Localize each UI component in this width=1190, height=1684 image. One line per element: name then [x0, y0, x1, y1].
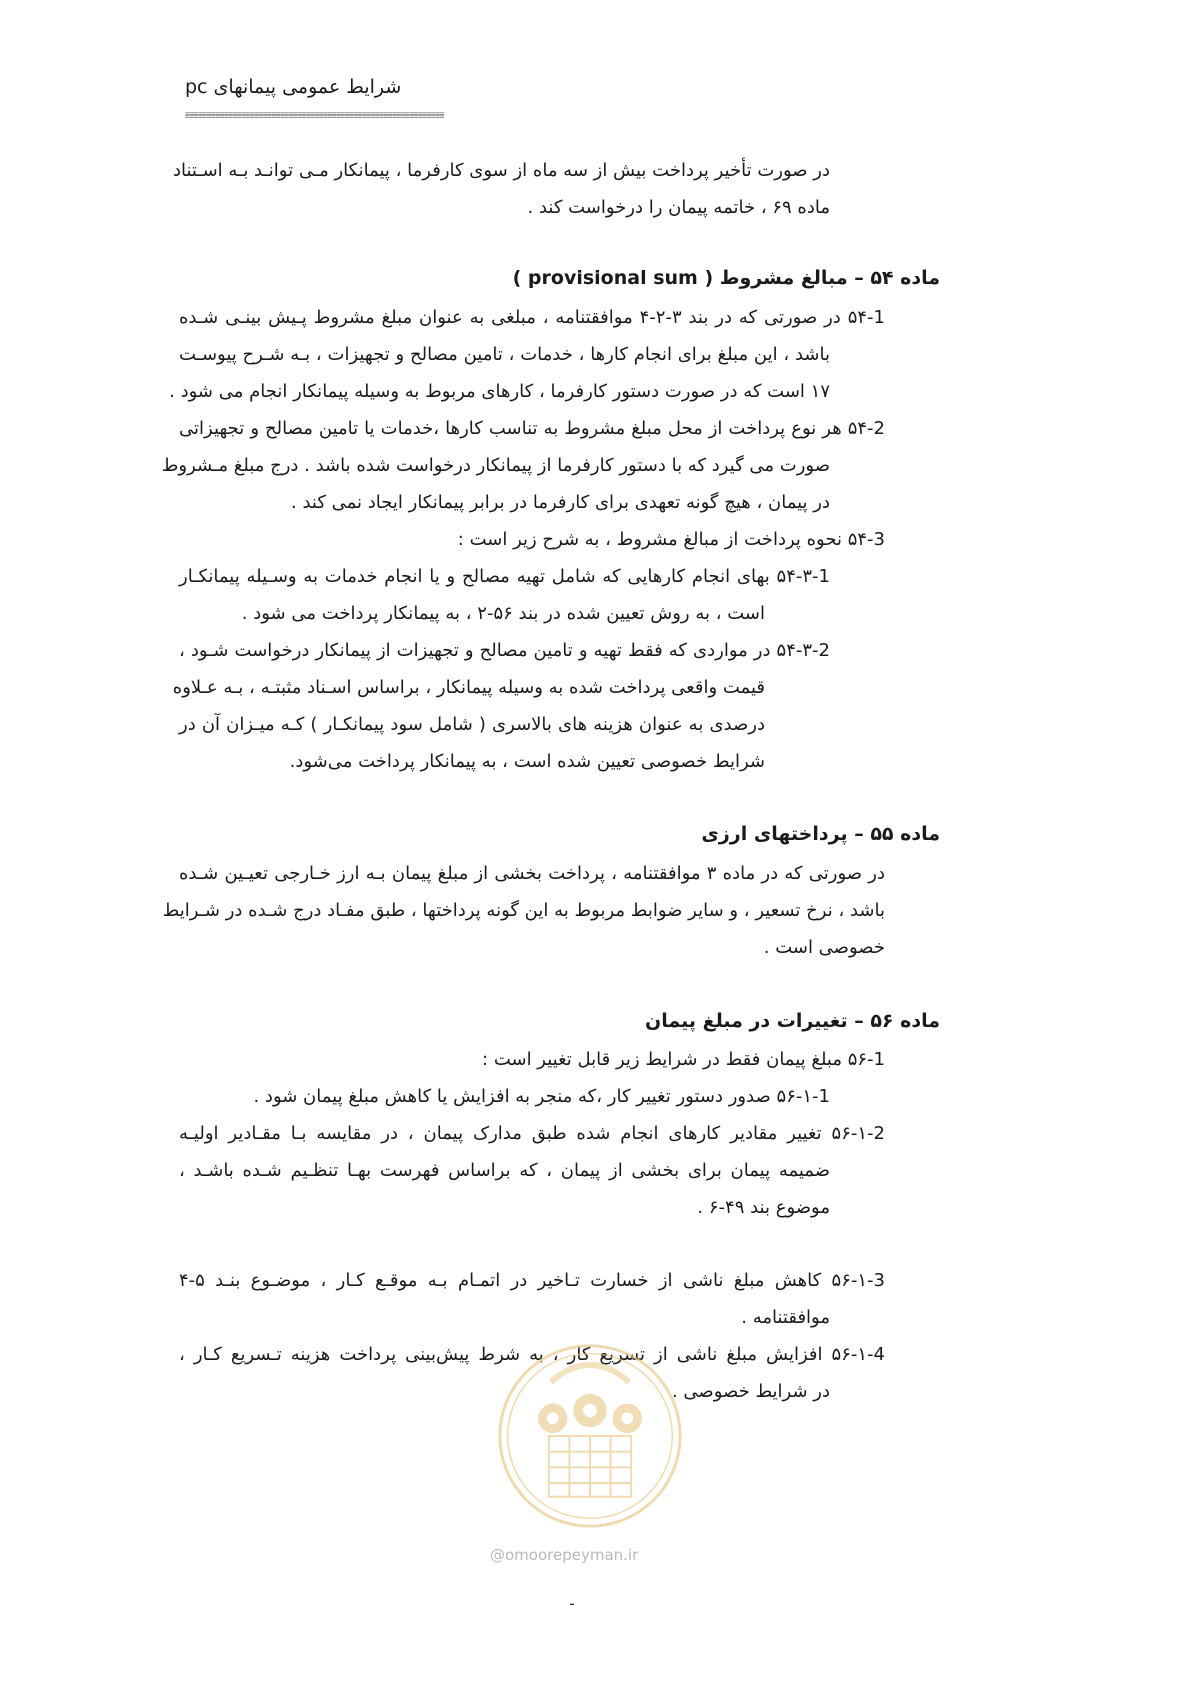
article-54-2-line-3: در پیمان ، هیچ گونه تعهدی برای کارفرما در برابر پیمانکار ایجاد نمی کند . — [291, 492, 830, 513]
article-56-1-3-line-2: موافقتنامه . — [741, 1307, 830, 1328]
article-55-heading: ماده ۵۵ – پرداختهای ارزی — [701, 823, 940, 845]
article-55-line-3: خصوصی است . — [763, 937, 885, 958]
watermark-site-text: @omoorepeyman.ir — [490, 1546, 639, 1564]
article-54-1-line-1: ۵۴-1 در صورتی که در بند ۳-۲-۴ موافقتنامه ، مبلغی به عنوان مبلغ مشروط پـیش بینـی شـده — [179, 307, 885, 328]
header-divider — [185, 112, 1007, 121]
article-56-1-2-line-2: ضمیمه پیمان برای بخشی از پیمان ، که براساس فهرست بهـا تنظـیم شـده باشـد ، — [179, 1160, 830, 1181]
article-54-3-2-line-1: ۵۴-۳-2 در مواردی که فقط تهیه و تامین مصالح و تجهیزات از پیمانکار درخواست شـود ، — [179, 640, 830, 661]
article-56-1-1-line: ۵۶-۱-1 صدور دستور تغییر کار ،که منجر به افزایش یا کاهش مبلغ پیمان شود . — [253, 1086, 830, 1107]
article-54-3-2-line-3: درصدی به عنوان هزینه های بالاسری ( شامل سود پیمانکـار ) کـه میـزان آن در — [179, 714, 765, 735]
article-54-2-line-2: صورت می گیرد که با دستور کارفرما از پیمانکار درخواست شده باشد . درج مبلغ مـشروط — [161, 455, 830, 476]
article-56-heading: ماده ۵۶ – تغییرات در مبلغ پیمان — [645, 1010, 940, 1032]
article-56-1-2-line-1: ۵۶-۱-2 تغییر مقادیر کارهای انجام شده طبق مدارک پیمان ، در مقایسه بـا مقـادیر اولیـه — [179, 1123, 885, 1144]
intro-line-2: ماده ۶۹ ، خاتمه پیمان را درخواست کند . — [527, 197, 830, 218]
article-56-1-4-line-2: در شرایط خصوصی . — [671, 1381, 830, 1402]
article-54-3-2-line-2: قیمت واقعی پرداخت شده به وسیله پیمانکار ، براساس اسـناد مثبتـه ، بـه عـلاوه — [172, 677, 765, 698]
article-54-heading: ماده ۵۴ – مبالغ مشروط ( provisional sum ) — [512, 267, 940, 289]
watermark-logo — [492, 1338, 688, 1534]
article-56-1-line: ۵۶-1 مبلغ پیمان فقط در شرایط زیر قابل تغییر است : — [482, 1049, 885, 1070]
article-54-3-1-line-2: است ، به روش تعیین شده در بند ۵۶-۲ ، به پیمانکار پرداخت می شود . — [241, 603, 765, 624]
page-header-title: شرایط عمومی پیمانهای pc — [185, 76, 402, 98]
article-56-1-3-line-1: ۵۶-۱-3 کاهش مبلغ ناشی از خسارت تـاخیر در اتمـام بـه موقـع کـار ، موضـوع بنـد ۵-۴ — [179, 1270, 885, 1291]
article-55-line-1: در صورتی که در ماده ۳ موافقتنامه ، پرداخت بخشی از مبلغ پیمان بـه ارز خـارجی تعیـین شـده — [179, 863, 886, 884]
article-55-line-2: باشد ، نرخ تسعیر ، و سایر ضوابط مربوط به این گونه پرداختها ، طبق مفـاد درج شـده در شـرایط — [162, 900, 885, 921]
article-54-3-1-line-1: ۵۴-۳-1 بهای انجام کارهایی که شامل تهیه مصالح و یا انجام خدمات به وسـیله پیمانکـار — [179, 566, 830, 587]
article-56-1-2-line-3: موضوع بند ۴۹-۶ . — [697, 1197, 830, 1218]
article-54-3-2-line-4: شرایط خصوصی تعیین شده است ، به پیمانکار پرداخت می‌شود. — [289, 751, 765, 772]
article-56-1-4-line-1: ۵۶-۱-4 افزایش مبلغ ناشی از تسریع کار ، به شرط پیش‌بینی پرداخت هزینه تـسریع کـار ، — [179, 1344, 885, 1365]
page-number: - — [569, 1594, 575, 1613]
article-54-3-line: ۵۴-3 نحوه پرداخت از مبالغ مشروط ، به شرح زیر است : — [457, 529, 885, 550]
article-54-2-line-1: ۵۴-2 هر نوع پرداخت از محل مبلغ مشروط به تناسب کارها ،خدمات یا تامین مصالح و تجهیزاتی — [179, 418, 885, 439]
article-54-1-line-3: ۱۷ است که در صورت دستور کارفرما ، کارهای مربوط به وسیله پیمانکار انجام می شود . — [169, 381, 830, 402]
intro-line-1: در صورت تأخیر پرداخت بیش از سه ماه از سوی کارفرما ، پیمانکار مـی توانـد بـه اسـتناد — [172, 160, 830, 181]
article-54-1-line-2: باشد ، این مبلغ برای انجام کارها ، خدمات ، تامین مصالح و تجهیزات ، بـه شـرح پیوسـت — [179, 344, 830, 365]
header-divider-line-2 — [185, 115, 1007, 118]
